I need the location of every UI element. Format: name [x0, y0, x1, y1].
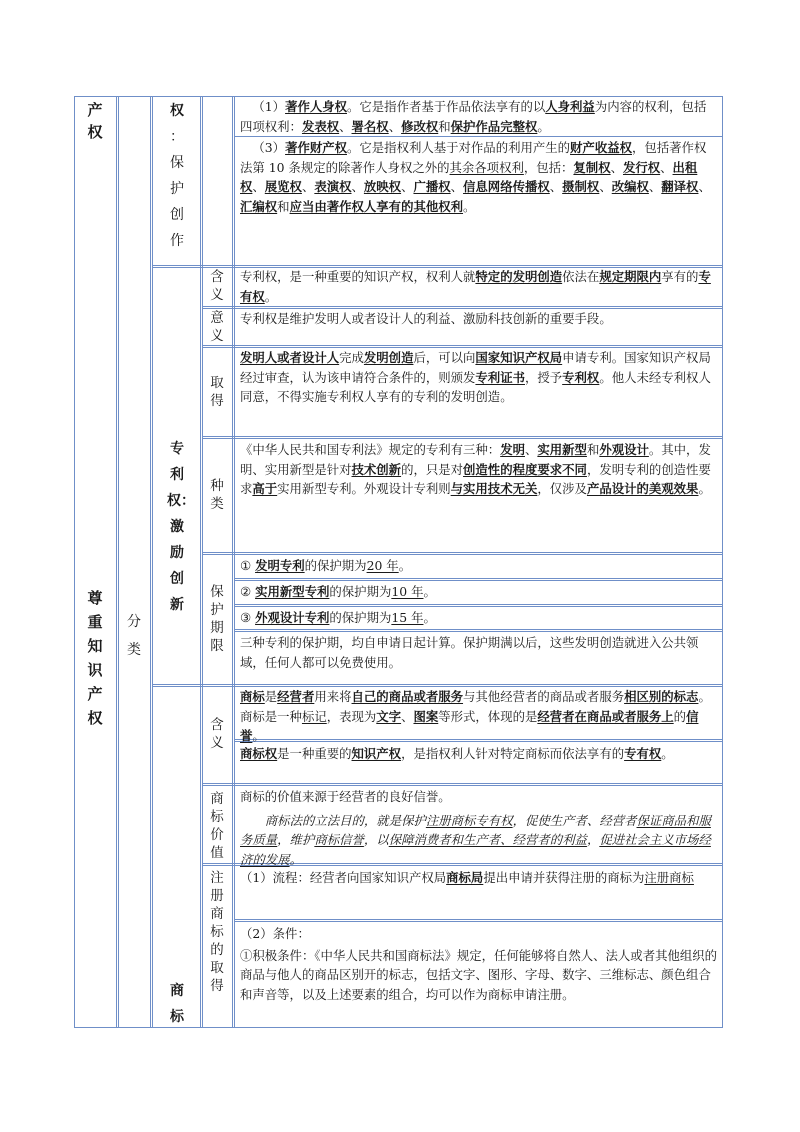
patent-term-note: 三种专利的保护期，均自申请日起计算。保护期满以后，这些发明创造就进入公共领域，任何人都可以免费使用。 — [240, 635, 699, 670]
trademark-value-label: 商标价值 — [210, 791, 224, 861]
patent-types-label: 种类 — [210, 478, 224, 512]
patent-acquire-text: 发明人或者设计人完成发明创造后，可以向国家知识产权局申请专利。国家知识产权局经过审查，认为该申请符合条件的，则颁发专利证书，授予专利权。他人未经专利权人同意，不得实施专利权人享有的专利的发明创造。 — [240, 350, 711, 404]
col2-text: 分类 — [127, 614, 141, 658]
row-divider — [202, 306, 723, 307]
row-divider — [152, 684, 723, 685]
col-divider — [118, 96, 119, 1028]
col-divider — [200, 96, 201, 1028]
row-divider — [234, 921, 723, 922]
col1-top-label — [85, 99, 105, 143]
col-divider — [234, 96, 235, 1028]
row-divider — [234, 919, 723, 920]
trademark-meaning-label: 含义 — [210, 717, 224, 751]
col1-main-text: 尊重知识产权 — [87, 589, 103, 727]
row-divider — [234, 606, 723, 607]
row-divider — [202, 783, 723, 784]
patent-types-text: 《中华人民共和国专利法》规定的专利有三种：发明、实用新型和外观设计。其中，发明、实用新型是针对技术创新的，只是对创造性的程度要求不同，发明专利的创造性要求高于实用新型专利。外观设计专利则与实用技术无关，仅涉及产品设计的美观效果。 — [240, 442, 711, 496]
patent-meaning-text: 专利权，是一种重要的知识产权，权利人就特定的发明创造依法在规定期限内享有的专有权。 — [240, 269, 711, 304]
col-divider — [232, 96, 233, 1028]
patent-title — [167, 436, 195, 618]
trademark-registration-p1: （1）流程：经营者向国家知识产权局商标局提出申请并获得注册的商标为注册商标 — [240, 870, 694, 885]
table-border-left — [74, 96, 75, 1028]
row-divider — [234, 604, 723, 605]
col-divider — [150, 96, 151, 1028]
col1-top-text: 产权 — [87, 101, 103, 141]
copyright-personal-rights: （1）著作人身权。它是指作者基于作品依法享有的以人身利益为内容的权利，包括四项权利：发表权、署名权、修改权和保护作品完整权。 — [240, 99, 707, 134]
patent-significance-label: 意义 — [210, 310, 224, 344]
row-divider — [202, 345, 723, 346]
trademark-registration-label: 注册商标的取得 — [210, 870, 224, 994]
copyright-title — [167, 98, 187, 254]
copyright-title-rest: ：保护创作 — [170, 129, 184, 249]
patent-term-item: ① 发明专利的保护期为20 年。 — [240, 558, 412, 573]
row-divider — [202, 436, 723, 437]
row-divider — [202, 438, 723, 439]
copyright-property-rights: （3）著作财产权。它是指权利人基于对作品的利用产生的财产收益权，包括著作权法第 10 条规定的除著作人身权之外的其余各项权利，包括：复制权、发行权、出租权、展览权、表演权、放映权、广播权、信息网络传播权、摄制权、改编权、翻译权、汇编权和应当由著作权人享有的其他权利。 — [240, 140, 711, 214]
row-divider — [234, 578, 723, 579]
trademark-title-text: 商标 — [170, 983, 184, 1025]
patent-term-label: 保护期限 — [210, 584, 224, 654]
patent-meaning-label: 含义 — [210, 269, 224, 303]
col1-main-label — [85, 586, 105, 730]
row-divider — [234, 631, 723, 632]
patent-title-text: 专利权：激励创新 — [167, 441, 195, 613]
patent-significance-text: 专利权是维护发明人或者设计人的利益、激励科技创新的重要手段。 — [240, 311, 612, 326]
trademark-title — [167, 978, 187, 1030]
table-border-right — [722, 96, 723, 1028]
row-divider — [152, 265, 723, 266]
row-divider — [234, 580, 723, 581]
patent-acquire-label: 取得 — [210, 375, 224, 409]
row-divider — [202, 552, 723, 553]
row-divider — [234, 136, 723, 137]
col-divider — [152, 96, 153, 1028]
patent-term-item: ③ 外观设计专利的保护期为15 年。 — [240, 610, 436, 625]
patent-term-item: ② 实用新型专利的保护期为10 年。 — [240, 584, 436, 599]
row-divider — [202, 554, 723, 555]
row-divider — [202, 785, 723, 786]
copyright-title-tail: 权 — [170, 103, 184, 119]
trademark-meaning-p1: 商标是经营者用来将自己的商品或者服务与其他经营者的商品或者服务相区别的标志。商标是一种标记，表现为文字、图案等形式，体现的是经营者在商品或者服务上的信誉。 — [240, 689, 711, 743]
col-divider — [202, 96, 203, 1028]
col-divider — [116, 96, 117, 1028]
col2-label — [124, 608, 144, 664]
row-divider — [234, 629, 723, 630]
trademark-meaning-p2: 商标权是一种重要的知识产权，是指权利人针对特定商标而依法享有的专有权。 — [240, 746, 674, 761]
trademark-registration-p2: （2）条件： ①积极条件：《中华人民共和国商标法》规定，任何能够将自然人、法人或者其他组织的商品与他人的商品区别开的标志，包括文字、图形、字母、数字、三维标志、颜色组合和声音等，以及上述要素的组合，均可以作为商标申请注册。 — [240, 926, 718, 1002]
trademark-value-text: 商标的价值来源于经营者的良好信誉。 商标法的立法目的，就是保护注册商标专有权，促使生产者、经营者保证商品和服务质量，维护商标信誉，以保障消费者和生产者、经营者的利益，促进社会主义市场经济的发展。 — [240, 789, 711, 867]
